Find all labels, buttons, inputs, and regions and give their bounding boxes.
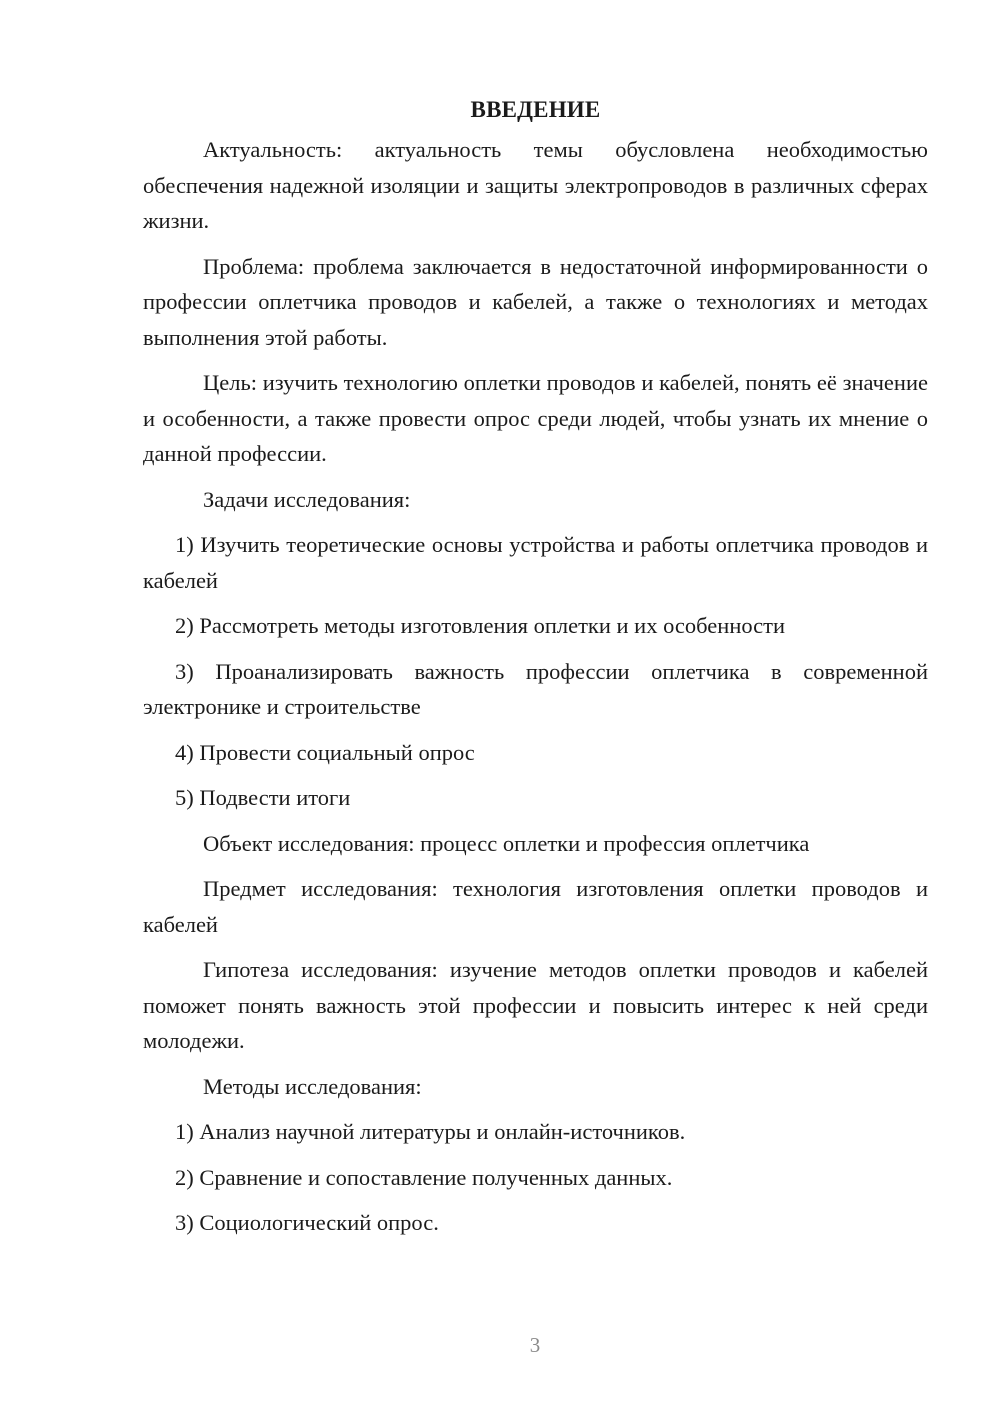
section-heading: ВВЕДЕНИЕ: [470, 97, 601, 122]
task-item-5: 5) Подвести итоги: [175, 785, 351, 810]
page-number: 3: [529, 1333, 541, 1357]
hypothesis-paragraph: Гипотеза исследования: изучение методов оплетки проводов и кабелей поможет понять важность этой профессии и повысить интерес к ней среди молодежи.: [143, 957, 928, 1053]
task-item-4: 4) Провести социальный опрос: [175, 739, 475, 765]
method-item-1: 1) Анализ научной литературы и онлайн-источников.: [175, 1119, 686, 1144]
task-item-1: 1) Изучить теоретические основы устройства и работы оплетчика проводов и кабелей: [143, 532, 928, 593]
subject-paragraph: Предмет исследования: технология изготовления оплетки проводов и кабелей: [143, 876, 928, 937]
method-item-2: 2) Сравнение и сопоставление полученных данных.: [175, 1164, 673, 1190]
goal-paragraph: Цель: изучить технологию оплетки проводов и кабелей, понять её значение и особенности, а также провести опрос среди людей, чтобы узнать их мнение о данной профессии.: [143, 370, 928, 466]
object-paragraph: Объект исследования: процесс оплетки и профессия оплетчика: [203, 830, 810, 856]
task-item-2: 2) Рассмотреть методы изготовления оплетки и их особенности: [175, 613, 786, 638]
method-item-3: 3) Социологический опрос.: [175, 1210, 439, 1235]
methods-heading: Методы исследования:: [203, 1073, 422, 1099]
tasks-heading: Задачи исследования:: [203, 486, 411, 512]
task-item-3: 3) Проанализировать важность профессии оплетчика в современной электронике и строительстве: [143, 658, 928, 719]
page-body: [143, 92, 928, 1251]
problem-paragraph: Проблема: проблема заключается в недостаточной информированности о профессии оплетчика проводов и кабелей, а также о технологиях и методах выполнения этой работы.: [143, 253, 928, 350]
relevance-paragraph: Актуальность: актуальность темы обусловлена необходимостью обеспечения надежной изоляции и защиты электропроводов в различных сферах жизни.: [143, 137, 928, 233]
